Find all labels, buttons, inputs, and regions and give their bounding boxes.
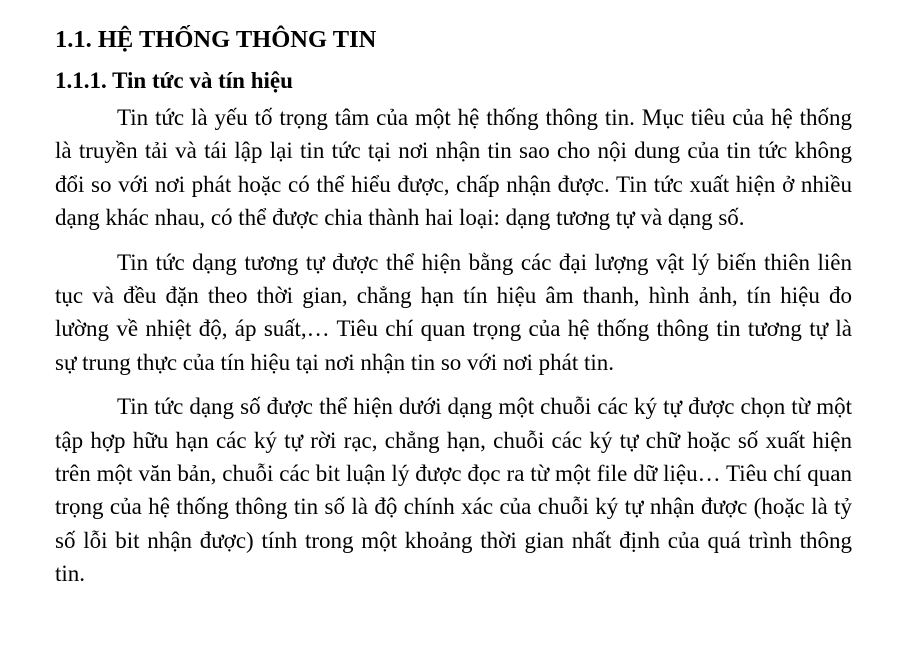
- section-heading: 1.1. HỆ THỐNG THÔNG TIN: [55, 26, 377, 53]
- subsection-heading: 1.1.1. Tin tức và tín hiệu: [55, 68, 293, 93]
- paragraph-digital-information: Tin tức dạng số được thể hiện dưới dạng một chuỗi các ký tự được chọn từ một tập hợp hữu hạn các ký tự rời rạc, chẳng hạn, chuỗi các ký tự chữ hoặc số xuất hiện trên một văn bản, chuỗi các bit luận lý được đọc ra từ một file dữ liệu… Tiêu chí quan trọng của hệ thống thông tin số là độ chính xác của chuỗi ký tự nhận được (hoặc là tỷ số lỗi bit nhận được) tính trong một khoảng thời gian nhất định của quá trình thông tin.: [55, 394, 852, 587]
- paragraph-information-overview: Tin tức là yếu tố trọng tâm của một hệ thống thông tin. Mục tiêu của hệ thống là truyền tải và tái lập lại tin tức tại nơi nhận tin sao cho nội dung của tin tức không đổi so với nơi phát hoặc có thể hiểu được, chấp nhận được. Tin tức xuất hiện ở nhiều dạng khác nhau, có thể được chia thành hai loại: dạng tương tự và dạng số.: [55, 105, 852, 231]
- document-page: [55, 22, 852, 591]
- paragraph-analog-information: Tin tức dạng tương tự được thể hiện bằng các đại lượng vật lý biến thiên liên tục và đều đặn theo thời gian, chẳng hạn tín hiệu âm thanh, hình ảnh, tín hiệu đo lường về nhiệt độ, áp suất,… Tiêu chí quan trọng của hệ thống thông tin tương tự là sự trung thực của tín hiệu tại nơi nhận tin so với nơi phát tin.: [55, 249, 852, 375]
